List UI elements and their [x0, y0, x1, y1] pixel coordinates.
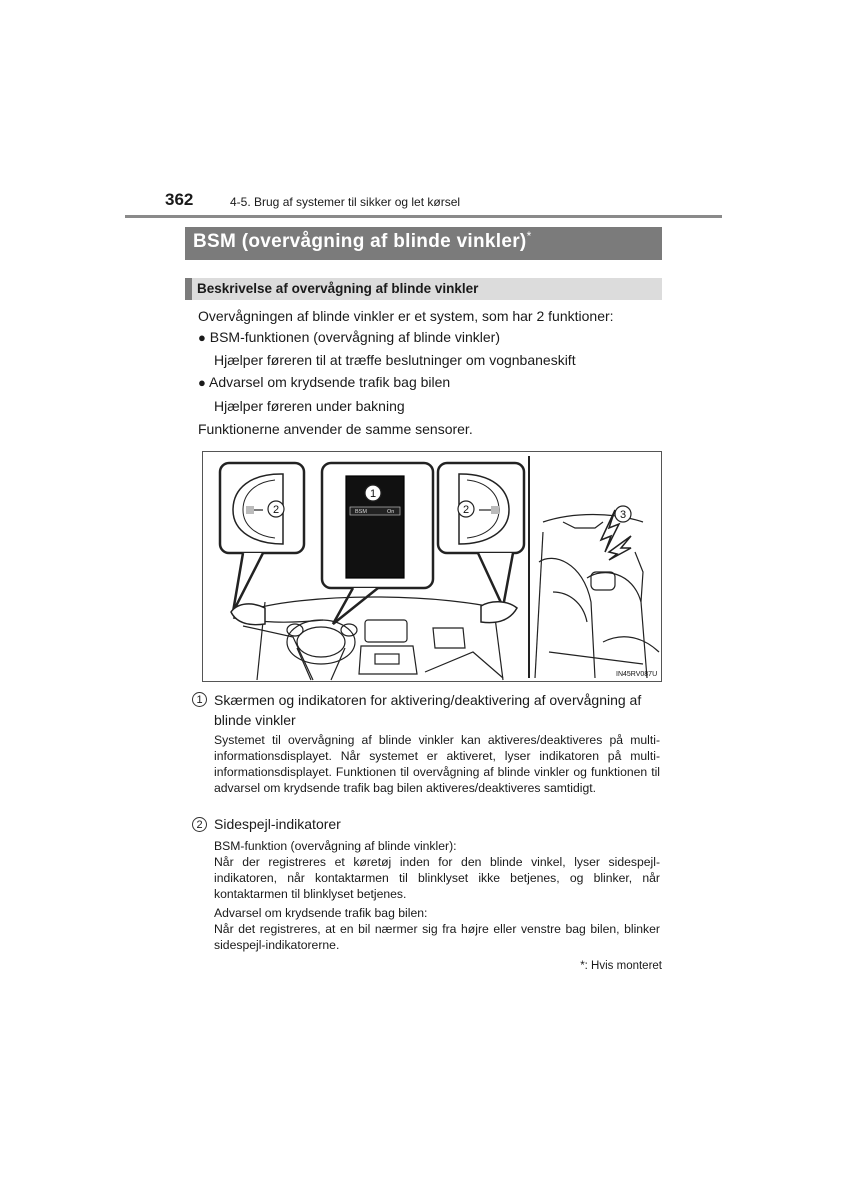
footnote-mark: *	[526, 229, 532, 243]
display-bsm-label: BSM	[355, 509, 367, 515]
bullet-desc: Hjælper føreren under bakning	[214, 398, 405, 414]
item-2-rcta-text: Når det registreres, at en bil nærmer sig fra højre eller venstre bag bilen, blinker sidespejl-indikatorerne.	[214, 922, 660, 952]
footnote-mark: *	[580, 960, 585, 972]
sensors-note: Funktionerne anvender de samme sensorer.	[198, 421, 473, 437]
bullet-desc: Hjælper føreren til at træffe beslutninger om vognbaneskift	[214, 352, 576, 368]
callout-1: 1	[369, 488, 377, 500]
bullet-icon: ●	[198, 375, 206, 390]
figure-code: IN45RV087U	[616, 671, 658, 678]
bullet-icon: ●	[198, 330, 206, 345]
chapter-heading: 4-5. Brug af systemer til sikker og let kørsel	[230, 195, 461, 209]
section-title: BSM (overvågning af blinde vinkler)	[193, 231, 527, 252]
header-rule	[125, 215, 722, 218]
callout-2-right: 2	[462, 504, 470, 516]
item-number-1: 1	[192, 692, 207, 707]
item-2-rcta-heading: Advarsel om krydsende trafik bag bilen:	[214, 906, 428, 920]
item-2-bsm-text: Når der registreres et køretøj inden for den blinde vinkel, lyser sidespejl-indikatoren, når kontaktarmen til blinklyset ikke betjenes, og blinker, når kontaktarmen til blinklyset betjenes.	[214, 855, 660, 901]
intro-text: Overvågningen af blinde vinkler er et system, som har 2 funktioner:	[198, 308, 614, 324]
section-title-bar	[185, 227, 662, 260]
bullet-item	[198, 327, 500, 348]
bullet-title: BSM-funktionen (overvågning af blinde vinkler)	[209, 329, 501, 345]
item-number-2: 2	[192, 817, 207, 832]
subsection-title-bar	[185, 278, 662, 300]
display-on-label: On	[387, 509, 395, 515]
item-2-bsm-heading: BSM-funktion (overvågning af blinde vinkler):	[214, 839, 457, 853]
footnote-text: : Hvis monteret	[584, 960, 662, 972]
callout-2-left: 2	[272, 504, 280, 516]
callout-3: 3	[619, 509, 627, 521]
footnote	[580, 960, 662, 972]
page-number: 362	[165, 190, 194, 209]
bsm-illustration	[202, 451, 662, 682]
bullet-item	[198, 372, 450, 393]
subsection-title: Beskrivelse af overvågning af blinde vinkler	[197, 281, 479, 296]
item-2-title: Sidespejl-indikatorer	[214, 816, 341, 832]
bullet-title: Advarsel om krydsende trafik bag bilen	[208, 374, 451, 390]
item-1-description: Systemet til overvågning af blinde vinkler kan aktiveres/deaktiveres på multi-informationsdisplayet. Når systemet er aktiveret, lyser indikatoren på multi-informationsdisplayet. Funktionen til overvågning af blinde vinkler og funktionen til advarsel om krydsende trafik bag bilen aktiveres/deaktiveres samtidigt.	[214, 733, 660, 795]
item-1-title-text: Skærmen og indikatoren for aktivering/deaktivering af overvågning af blinde vinkler	[214, 692, 642, 728]
